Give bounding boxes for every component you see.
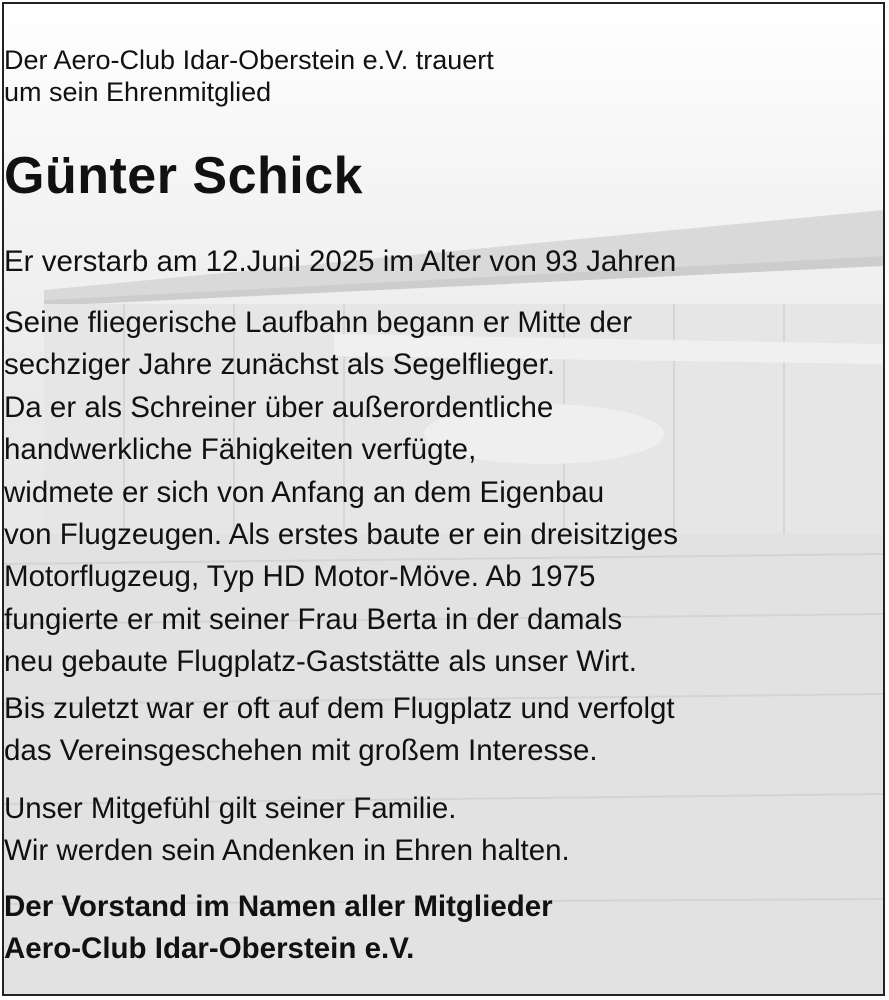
- later-years-line: das Vereinsgeschehen mit großem Interesse.: [4, 734, 598, 767]
- biography-line: Da er als Schreiner über außerordentliche: [4, 390, 554, 424]
- intro-text: [4, 44, 885, 108]
- biography-line: neu gebaute Flugplatz-Gaststätte als unser Wirt.: [4, 645, 637, 679]
- biography-line: widmete er sich von Anfang an dem Eigenbau: [4, 475, 605, 509]
- signature-line: Aero-Club Idar-Oberstein e.V.: [4, 932, 415, 965]
- deceased-name: Günter Schick: [4, 147, 364, 205]
- biography-line: von Flugzeugen. Als erstes baute er ein dreisitziges: [4, 518, 678, 552]
- sympathy-line: Wir werden sein Andenken in Ehren halten.: [4, 834, 570, 867]
- signature: [4, 886, 885, 970]
- obituary-notice: [2, 2, 885, 996]
- biography-line: handwerkliche Fähigkeiten verfügte,: [4, 433, 477, 467]
- later-years-line: Bis zuletzt war er oft auf dem Flugplatz und verfolgt: [4, 692, 675, 725]
- sympathy-line: Unser Mitgefühl gilt seiner Familie.: [4, 792, 457, 825]
- biography-line: sechziger Jahre zunächst als Segelflieger.: [4, 348, 555, 382]
- biography-line: Seine fliegerische Laufbahn begann er Mitte der: [4, 306, 633, 339]
- intro-line: Der Aero-Club Idar-Oberstein e.V. trauert: [4, 45, 494, 75]
- biography: [4, 302, 885, 684]
- signature-line: Der Vorstand im Namen aller Mitglieder: [4, 890, 553, 923]
- later-years: [4, 688, 885, 772]
- biography-line: fungierte er mit seiner Frau Berta in der damals: [4, 602, 623, 636]
- intro-line: um sein Ehrenmitglied: [4, 77, 272, 107]
- sympathy-message: [4, 788, 885, 872]
- biography-line: Motorflugzeug, Typ HD Motor-Möve. Ab 1975: [4, 560, 596, 594]
- death-notice: Er verstarb am 12.Juni 2025 im Alter von 93 Jahren: [4, 245, 677, 278]
